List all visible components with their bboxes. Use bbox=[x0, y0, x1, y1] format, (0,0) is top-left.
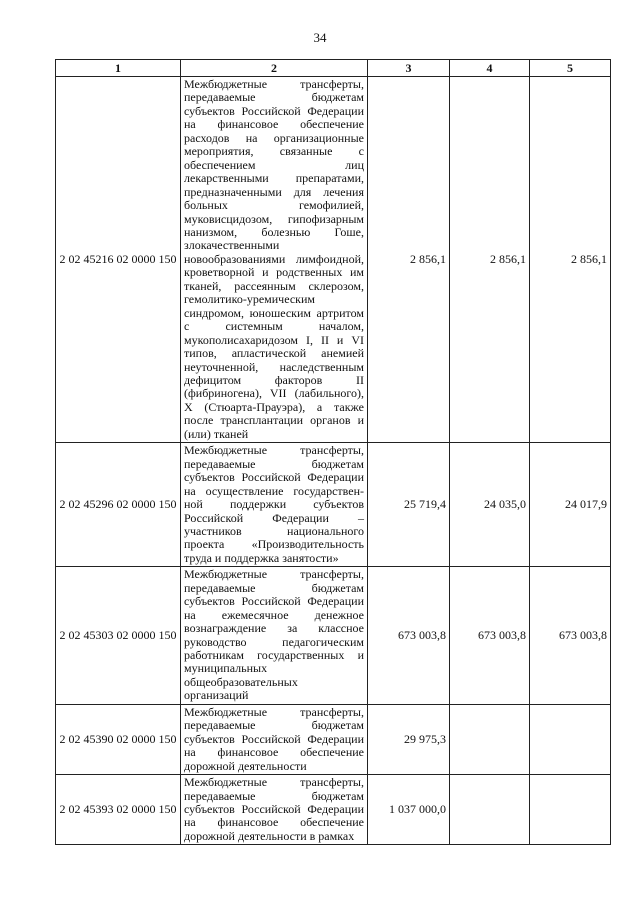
table-row bbox=[56, 567, 611, 705]
page-number: 34 bbox=[313, 30, 327, 45]
description-cell: Межбюджетные трансферты, передаваемые бюджетам субъектов Российской Федерации на финансовое обеспечение дорожной деятельности bbox=[181, 704, 368, 774]
description-cell: Межбюджетные трансферты, передаваемые бюджетам субъектов Российской Федерации на осуществление государствен-ной поддержки субъектов Российской Федерации – участников национального проекта «Производительность труда и поддержка занятости» bbox=[181, 443, 368, 567]
value-cell-col3: 1 037 000,0 bbox=[368, 775, 450, 845]
value-cell-col3: 25 719,4 bbox=[368, 443, 450, 567]
description-cell: Межбюджетные трансферты, передаваемые бюджетам субъектов Российской Федерации на ежемесячное денежное вознаграждение за классное руководство педагогическим работникам государственных и муниципальных общеобразовательных организаций bbox=[181, 567, 368, 705]
budget-code-cell: 2 02 45296 02 0000 150 bbox=[56, 443, 181, 567]
budget-code-cell: 2 02 45216 02 0000 150 bbox=[56, 77, 181, 443]
value-cell-col4 bbox=[450, 704, 530, 774]
value-cell-col5 bbox=[530, 775, 611, 845]
header-row bbox=[56, 60, 611, 77]
header-col-1: 1 bbox=[56, 60, 181, 77]
description-cell: Межбюджетные трансферты, передаваемые бюджетам субъектов Российской Федерации на финансовое обеспечение дорожной деятельности в рамках bbox=[181, 775, 368, 845]
table-row bbox=[56, 443, 611, 567]
value-cell-col5: 2 856,1 bbox=[530, 77, 611, 443]
value-cell-col3: 2 856,1 bbox=[368, 77, 450, 443]
table-row bbox=[56, 704, 611, 774]
value-cell-col4 bbox=[450, 775, 530, 845]
budget-code-cell: 2 02 45393 02 0000 150 bbox=[56, 775, 181, 845]
value-cell-col5 bbox=[530, 704, 611, 774]
value-cell-col3: 29 975,3 bbox=[368, 704, 450, 774]
value-cell-col3: 673 003,8 bbox=[368, 567, 450, 705]
value-cell-col4: 2 856,1 bbox=[450, 77, 530, 443]
description-cell: Межбюджетные трансферты, передаваемые бюджетам субъектов Российской Федерации на финансовое обеспечение расходов на организационные мероприятия, связанные с обеспечением лиц лекарственными препаратами, предназначенными для лечения больных гемофилией, муковисцидозом, гипофизарным нанизмом, болезнью Гоше, злокачественными новообразованиями лимфоидной, кроветворной и родственных им тканей, рассеянным склерозом, гемолитико-уремическим синдромом, юношеским артритом с системным началом, мукополисахаридозом I, II и VI типов, апластической анемией неуточненной, наследственным дефицитом факторов II (фибриногена), VII (лабильного), X (Стюарта-Прауэра), а также после трансплантации органов и (или) тканей bbox=[181, 77, 368, 443]
value-cell-col4: 673 003,8 bbox=[450, 567, 530, 705]
table-row bbox=[56, 775, 611, 845]
budget-code-cell: 2 02 45303 02 0000 150 bbox=[56, 567, 181, 705]
value-cell-col4: 24 035,0 bbox=[450, 443, 530, 567]
budget-code-cell: 2 02 45390 02 0000 150 bbox=[56, 704, 181, 774]
header-col-3: 3 bbox=[368, 60, 450, 77]
value-cell-col5: 24 017,9 bbox=[530, 443, 611, 567]
header-col-5: 5 bbox=[530, 60, 611, 77]
budget-table bbox=[55, 59, 611, 845]
table-row bbox=[56, 77, 611, 443]
header-col-2: 2 bbox=[181, 60, 368, 77]
value-cell-col5: 673 003,8 bbox=[530, 567, 611, 705]
header-col-4: 4 bbox=[450, 60, 530, 77]
